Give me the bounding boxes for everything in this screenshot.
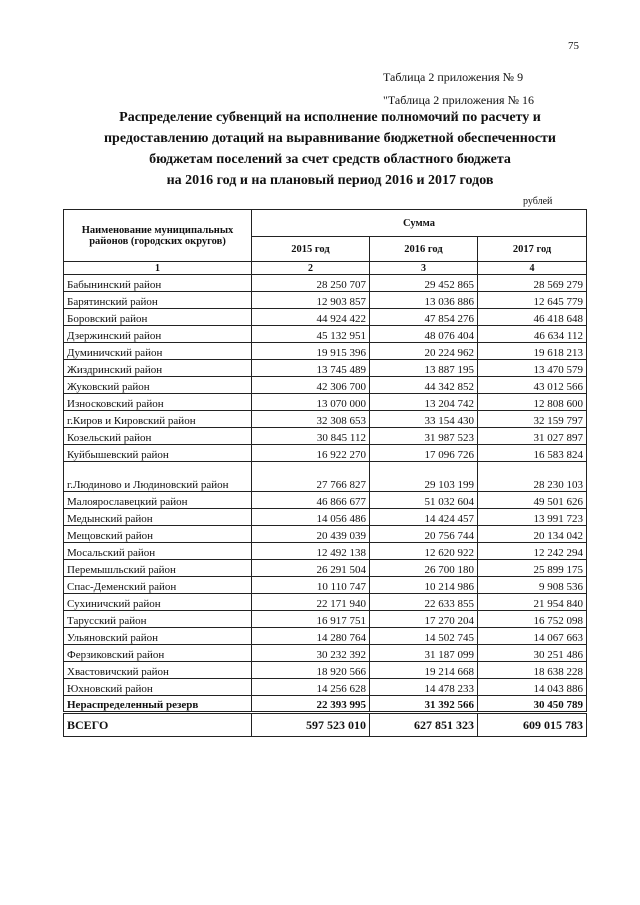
- district-name: г.Людиново и Людиновский район: [64, 462, 252, 492]
- value-2016: 31 392 566: [370, 696, 478, 713]
- value-2016: 14 478 233: [370, 679, 478, 696]
- district-name: Медынский район: [64, 509, 252, 526]
- value-2017: 30 251 486: [478, 645, 587, 662]
- value-2016: 31 187 099: [370, 645, 478, 662]
- value-2015: 16 922 270: [252, 445, 370, 462]
- district-name: Малоярославецкий район: [64, 492, 252, 509]
- column-index: 3: [370, 262, 478, 275]
- value-2015: 13 070 000: [252, 394, 370, 411]
- value-2015: 19 915 396: [252, 343, 370, 360]
- table-row: [64, 377, 587, 394]
- district-name: Боровский район: [64, 309, 252, 326]
- district-name: Жиздринский район: [64, 360, 252, 377]
- value-2016: 17 270 204: [370, 611, 478, 628]
- subsidy-table: [63, 209, 587, 737]
- district-name: Барятинский район: [64, 292, 252, 309]
- column-index: 1: [64, 262, 252, 275]
- units-label: рублей: [523, 196, 553, 207]
- value-2015: 22 171 940: [252, 594, 370, 611]
- district-name: Дзержинский район: [64, 326, 252, 343]
- value-2017: 12 242 294: [478, 543, 587, 560]
- value-2015: 27 766 827: [252, 462, 370, 492]
- value-2016: 10 214 986: [370, 577, 478, 594]
- value-2016: 20 224 962: [370, 343, 478, 360]
- table-row: [64, 428, 587, 445]
- value-2017: 25 899 175: [478, 560, 587, 577]
- value-2016: 33 154 430: [370, 411, 478, 428]
- page-number: 75: [568, 40, 579, 52]
- value-2017: 46 634 112: [478, 326, 587, 343]
- value-2016: 17 096 726: [370, 445, 478, 462]
- value-2015: 14 280 764: [252, 628, 370, 645]
- value-2016: 29 103 199: [370, 462, 478, 492]
- district-name: Нераспределенный резерв: [64, 696, 252, 713]
- value-2015: 10 110 747: [252, 577, 370, 594]
- value-2016: 20 756 744: [370, 526, 478, 543]
- district-name: Ульяновский район: [64, 628, 252, 645]
- title-line: на 2016 год и на плановый период 2016 и 2017 годов: [166, 173, 494, 188]
- district-name: Ферзиковский район: [64, 645, 252, 662]
- value-2016: 31 987 523: [370, 428, 478, 445]
- value-2017: 31 027 897: [478, 428, 587, 445]
- value-2017: 12 645 779: [478, 292, 587, 309]
- value-2015: 42 306 700: [252, 377, 370, 394]
- reserve-row: [64, 696, 587, 713]
- district-name: Хвастовичский район: [64, 662, 252, 679]
- value-2016: 22 633 855: [370, 594, 478, 611]
- district-name: г.Киров и Кировский район: [64, 411, 252, 428]
- value-2017: 28 569 279: [478, 275, 587, 292]
- value-2015: 18 920 566: [252, 662, 370, 679]
- district-name: Мещовский район: [64, 526, 252, 543]
- value-2017: 609 015 783: [478, 713, 587, 737]
- value-2017: 16 583 824: [478, 445, 587, 462]
- title-line: предоставлению дотаций на выравнивание бюджетной обеспеченности: [103, 131, 556, 146]
- district-name: Юхновский район: [64, 679, 252, 696]
- table-row: [64, 679, 587, 696]
- value-2015: 597 523 010: [252, 713, 370, 737]
- table-row: [64, 645, 587, 662]
- table-row: [64, 411, 587, 428]
- value-2016: 51 032 604: [370, 492, 478, 509]
- value-2017: 13 470 579: [478, 360, 587, 377]
- total-row: [64, 713, 587, 737]
- value-2017: 14 043 886: [478, 679, 587, 696]
- table-row: [64, 560, 587, 577]
- value-2017: 14 067 663: [478, 628, 587, 645]
- title-line: Распределение субвенций на исполнение полномочий по расчету и: [119, 110, 541, 125]
- value-2016: 13 204 742: [370, 394, 478, 411]
- district-name: Жуковский район: [64, 377, 252, 394]
- value-2015: 22 393 995: [252, 696, 370, 713]
- value-2015: 30 232 392: [252, 645, 370, 662]
- value-2015: 16 917 751: [252, 611, 370, 628]
- value-2017: 12 808 600: [478, 394, 587, 411]
- value-2015: 32 308 653: [252, 411, 370, 428]
- value-2015: 45 132 951: [252, 326, 370, 343]
- value-2016: 48 076 404: [370, 326, 478, 343]
- value-2017: 21 954 840: [478, 594, 587, 611]
- value-2015: 12 492 138: [252, 543, 370, 560]
- district-name: Спас-Деменский район: [64, 577, 252, 594]
- value-2016: 19 214 668: [370, 662, 478, 679]
- value-2016: 14 424 457: [370, 509, 478, 526]
- table-row: [64, 445, 587, 462]
- district-name: Сухиничский район: [64, 594, 252, 611]
- value-2015: 46 866 677: [252, 492, 370, 509]
- value-2016: 44 342 852: [370, 377, 478, 394]
- value-2015: 12 903 857: [252, 292, 370, 309]
- district-name: Перемышльский район: [64, 560, 252, 577]
- table-row: [64, 611, 587, 628]
- value-2017: 49 501 626: [478, 492, 587, 509]
- value-2015: 30 845 112: [252, 428, 370, 445]
- table-row: [64, 594, 587, 611]
- appendix-reference: Таблица 2 приложения № 9: [383, 70, 524, 84]
- value-2017: 9 908 536: [478, 577, 587, 594]
- value-2016: 12 620 922: [370, 543, 478, 560]
- value-2015: 14 056 486: [252, 509, 370, 526]
- district-name: Мосальский район: [64, 543, 252, 560]
- district-name: ВСЕГО: [64, 713, 252, 737]
- table-row: [64, 462, 587, 492]
- value-2016: 14 502 745: [370, 628, 478, 645]
- title-line: бюджетам поселений за счет средств областного бюджета: [149, 152, 511, 167]
- value-2017: 32 159 797: [478, 411, 587, 428]
- column-index: 2: [252, 262, 370, 275]
- column-header-name: Наименование муниципальных районов (городских округов): [64, 210, 252, 262]
- column-index: 4: [478, 262, 587, 275]
- value-2017: 20 134 042: [478, 526, 587, 543]
- table-row: [64, 309, 587, 326]
- value-2015: 14 256 628: [252, 679, 370, 696]
- table-row: [64, 292, 587, 309]
- value-2015: 26 291 504: [252, 560, 370, 577]
- district-name: Козельский район: [64, 428, 252, 445]
- district-name: Бабынинский район: [64, 275, 252, 292]
- table-row: [64, 628, 587, 645]
- table-row: [64, 662, 587, 679]
- table-row: [64, 326, 587, 343]
- table-row: [64, 275, 587, 292]
- value-2017: 13 991 723: [478, 509, 587, 526]
- table-row: [64, 394, 587, 411]
- value-2015: 13 745 489: [252, 360, 370, 377]
- value-2017: 19 618 213: [478, 343, 587, 360]
- district-name: Думиничский район: [64, 343, 252, 360]
- value-2015: 20 439 039: [252, 526, 370, 543]
- value-2016: 13 036 886: [370, 292, 478, 309]
- value-2015: 28 250 707: [252, 275, 370, 292]
- column-header-2016: 2016 год: [370, 237, 478, 262]
- column-header-2017: 2017 год: [478, 237, 587, 262]
- value-2016: 13 887 195: [370, 360, 478, 377]
- value-2017: 18 638 228: [478, 662, 587, 679]
- table-body: [64, 275, 587, 737]
- value-2016: 627 851 323: [370, 713, 478, 737]
- table-row: [64, 526, 587, 543]
- value-2016: 29 452 865: [370, 275, 478, 292]
- value-2017: 30 450 789: [478, 696, 587, 713]
- value-2017: 16 752 098: [478, 611, 587, 628]
- value-2017: 43 012 566: [478, 377, 587, 394]
- district-name: Куйбышевский район: [64, 445, 252, 462]
- district-name: Тарусский район: [64, 611, 252, 628]
- document-title: [70, 107, 590, 191]
- table-row: [64, 360, 587, 377]
- table-row: [64, 492, 587, 509]
- table-row: [64, 509, 587, 526]
- column-header-2015: 2015 год: [252, 237, 370, 262]
- value-2017: 28 230 103: [478, 462, 587, 492]
- district-name: Износковский район: [64, 394, 252, 411]
- appendix-reference-quoted: "Таблица 2 приложения № 16: [383, 93, 535, 107]
- value-2016: 26 700 180: [370, 560, 478, 577]
- value-2017: 46 418 648: [478, 309, 587, 326]
- table-row: [64, 543, 587, 560]
- column-header-sum: Сумма: [252, 210, 587, 237]
- table-row: [64, 343, 587, 360]
- value-2016: 47 854 276: [370, 309, 478, 326]
- value-2015: 44 924 422: [252, 309, 370, 326]
- table-row: [64, 577, 587, 594]
